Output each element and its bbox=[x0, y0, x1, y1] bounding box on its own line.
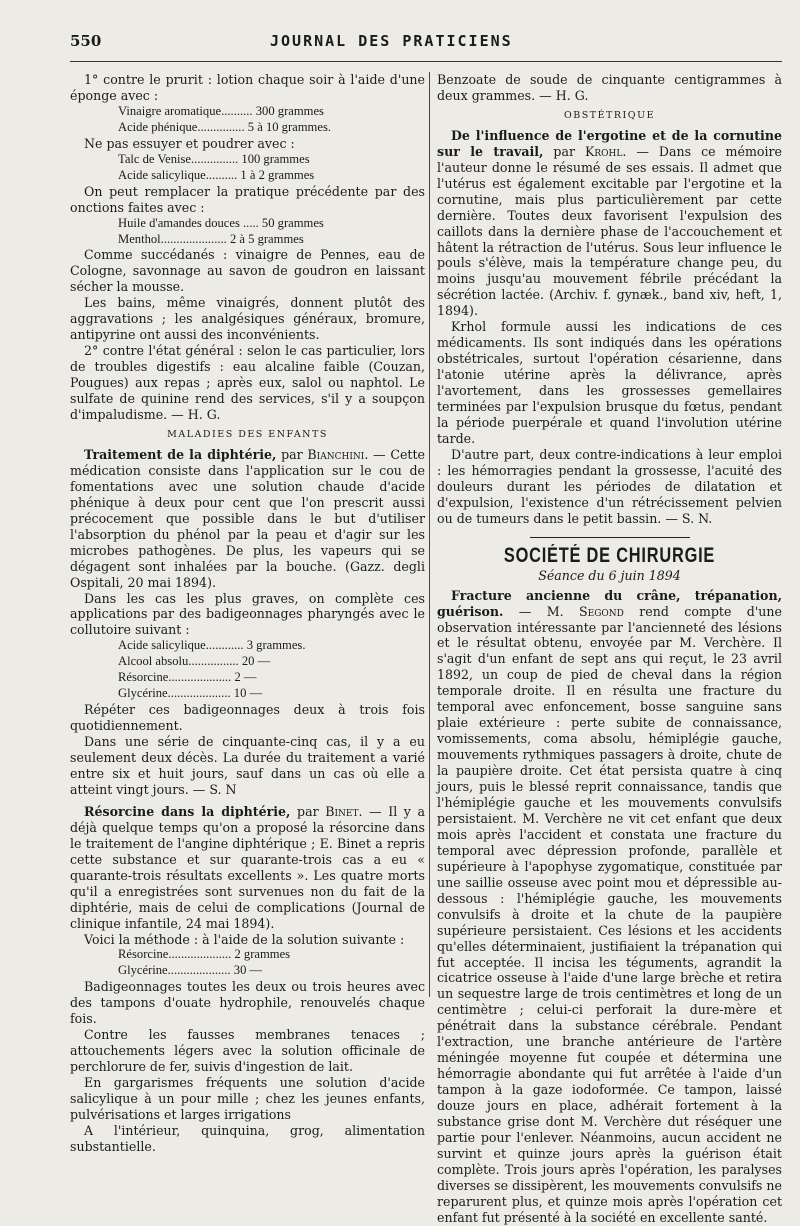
journal-title: JOURNAL DES PRATICIENS bbox=[270, 32, 513, 50]
paragraph: Les bains, même vinaigrés, donnent plutôt des aggravations ; les analgésiques généraux, bromure, antipyrine ont aussi des inconvénients. bbox=[70, 295, 425, 343]
paragraph: On peut remplacer la pratique précédente par des onctions faites avec : bbox=[70, 183, 425, 215]
paragraph: 2° contre l'état général : selon le cas particulier, lors de troubles digestifs : eau alcaline faible (Couzan, Pougues) aux repas ; après eux, salol ou naphtol. Le sulfate de quinine rend des services, s'il y a soupçon d'impaludisme. — H. G. bbox=[70, 343, 425, 423]
paragraph: Répéter ces badigeonnages deux à trois fois quotidiennement. bbox=[70, 702, 425, 734]
paragraph: Badigeonnages toutes les deux ou trois heures avec des tampons d'ouate hydrophile, renouvelés chaque fois. bbox=[70, 979, 425, 1027]
page-number: 550 bbox=[70, 32, 102, 50]
paragraph: Voici la méthode : à l'aide de la solution suivante : bbox=[84, 931, 405, 947]
header-rule bbox=[70, 61, 782, 62]
recipe-line: Vinaigre aromatique.......... 300 grammes bbox=[118, 103, 324, 118]
article-author: Krohl bbox=[584, 143, 623, 159]
article-by: par bbox=[290, 803, 326, 819]
recipe-line: Glycérine.................... 10 — bbox=[118, 686, 263, 701]
paragraph: 1° contre le prurit : lotion chaque soir à l'aide d'une éponge avec : bbox=[70, 72, 425, 103]
article-title: Traitement de la diphtérie, bbox=[84, 446, 277, 462]
section-separator bbox=[530, 537, 690, 538]
paragraph: En gargarismes fréquents une solution d'acide salicylique à un pour mille ; chez les jeunes enfants, pulvérisations et larges irrigations bbox=[70, 1075, 425, 1122]
paragraph: A l'intérieur, quinquina, grog, alimentation substantielle. bbox=[70, 1122, 425, 1154]
article-author: Segond bbox=[579, 603, 624, 619]
section-heading: OBSTÉTRIQUE bbox=[563, 109, 656, 121]
recipe-line: Résorcine.................... 2 — bbox=[118, 670, 257, 685]
recipe-line: Menthol..................... 2 à 5 grammes bbox=[118, 231, 304, 246]
paragraph: D'autre part, deux contre-indications à leur emploi : les hémorragies pendant la grossesse, l'acuité des douleurs durant les périodes de dilatation et d'expulsion, l'existence d'un rétrécissement pelvien ou de tumeurs dans le petit bassin. — S. N. bbox=[437, 446, 782, 526]
recipe-line: Glycérine.................... 30 — bbox=[118, 963, 263, 978]
recipe-line: Résorcine.................... 2 grammes bbox=[118, 947, 291, 962]
left-column bbox=[70, 72, 425, 1155]
section-heading: MALADIES DES ENFANTS bbox=[167, 428, 328, 440]
recipe-line: Acide phénique............... 5 à 10 grammes. bbox=[118, 119, 331, 134]
article-by: par bbox=[276, 446, 308, 462]
article-title: Résorcine dans la diphtérie, bbox=[84, 803, 291, 819]
recipe-line: Acide salicylique.......... 1 à 2 grammes bbox=[118, 167, 315, 182]
article bbox=[437, 128, 782, 319]
article-title: Fracture ancienne du crâne, trépanation, guérison. bbox=[437, 587, 782, 619]
recipe-line: Talc de Venise............... 100 grammes bbox=[118, 151, 310, 166]
article-author: Binet bbox=[325, 803, 359, 819]
paragraph: Contre les fausses membranes tenaces ; attouchements légers avec la solution officinale de perchlorure de fer, suivis d'ingestion de lait. bbox=[70, 1027, 425, 1075]
article-title: De l'influence de l'ergotine et de la cornutine sur le travail, bbox=[437, 127, 782, 159]
paragraph: Ne pas essuyer et poudrer avec : bbox=[84, 135, 295, 151]
page-header bbox=[0, 26, 800, 56]
article bbox=[437, 588, 782, 1226]
article-text: . — Dans ce mémoire l'auteur donne le résumé de ses essais. Il admet que l'utérus est également excitable par l'ergotine et la cornutine, mais plus particulièrement par cette dernière. Toutes deux favorisent l'expulsion des caillots dans la dernière phase de l'accouchement et hâtent la rétraction de l'utérus. Sous leur influence le pouls s'élève, mais la température change peu, du moins jusqu'au mouvement fébrile précédant la sécrétion lactée. (Archiv. f. gynæk., band xiv, heft, 1, 1894). bbox=[437, 143, 782, 319]
society-heading: SOCIÉTÉ DE CHIRURGIE bbox=[503, 543, 716, 567]
article-text: . — Cette médication consiste dans l'application sur le cou de fomentations avec une solution chaude d'acide phénique à deux pour cent que l'on prescrit aussi précocement que possible dans le but d'utiliser l'absorption du phénol par la peau et d'agir sur les microbes pathogènes. De plus, les vapeurs qui se dégagent sont inhalées par la bouche. (Gazz. degli Ospitali, 20 mai 1894). bbox=[70, 446, 425, 590]
recipe-line: Acide salicylique............ 3 grammes. bbox=[118, 638, 306, 653]
session-date: Séance du 6 juin 1894 bbox=[538, 567, 681, 583]
article-text: rend compte d'une observation intéressante par l'ancienneté des lésions et le résultat obtenu, envoyée par M. Verchère. Il s'agit d'un enfant de sept ans qui reçut, le 23 avril 1892, un coup de pied de cheval dans la région temporale droite. Il en résulta une fracture du temporal avec enfoncement, bosse sanguine sans plaie extérieure : perte subite de connaissance, vomissements, coma absolu, hémiplégie gauche, mouvements rythmiques passagers à droite, chute de la paupière droite. Cet état persista quatre à cinq jours, puis le blessé reprit connaissance, tandis que l'hémiplégie gauche et les mouvements convulsifs persistaient. M. Verchère ne vit cet enfant que deux mois après l'accident et constata une fracture du temporal avec dépression profonde, parallèle et supérieure à l'apophyse zygomatique, constituée par une saillie osseuse avec point mou et dépressible au-dessous : l'hémiplégie gauche, les mouvements convulsifs à droite et la chute de la paupière supérieure persistaient. Ces lésions et les accidents qu'elles déterminaient, justifiaient la trépanation qui fut acceptée. Il incisa les téguments, agrandit la cicatrice osseuse à l'aide d'une large brèche et retira un sequestre large de trois centimètres et long de un centimètre ; celui-ci perforait la dure-mère et pénétrait dans la substance cérébrale. Pendant l'extraction, une branche antérieure de l'artère méningée moyenne fut coupée et détermina une hémorragie abondante qui fut arrêtée à l'aide d'un tampon à la gaze iodoformée. Ce tampon, laissé douze jours en place, adhérait fortement à la substance grise dont M. Verchère dut réséquer une partie pour l'enlever. Néanmoins, aucun accident ne survint et quinze jours après la guérison était complète. Trois jours après l'opération, les paralyses diverses se dissipèrent, les mouvements convulsifs ne reparurent plus, et quinze mois après l'opération cet enfant fut présenté à la société en excellente santé. bbox=[437, 603, 782, 1225]
article bbox=[70, 804, 425, 932]
right-column bbox=[437, 72, 782, 1226]
article-text: . — Il y a déjà quelque temps qu'on a proposé la résorcine dans le traitement de l'angine diphtérique ; E. Binet a repris cette substance et sur quarante-trois cas a eu « quarante-trois résultats excellents ». Les quatre morts qu'il a enregistrées sont survenues non du fait de la diphtérie, mais de celui de complications (Journal de clinique infantile, 24 mai 1894). bbox=[70, 803, 425, 931]
article bbox=[70, 447, 425, 591]
paragraph: Krhol formule aussi les indications de ces médicaments. Ils sont indiqués dans les opérations obstétricales, surtout l'opération césarienne, dans l'atonie utérine après la délivrance, après l'avortement, dans les grossesses gemellaires terminées par l'expulsion brusque du fœtus, pendant la période puerpérale et quand l'involution utérine tarde. bbox=[437, 319, 782, 446]
paragraph: Dans une série de cinquante-cinq cas, il y a eu seulement deux décès. La durée du traitement a varié entre six et huit jours, sauf dans un cas où elle a atteint vingt jours. — S. N bbox=[70, 734, 425, 797]
article-author: Bianchini bbox=[307, 446, 365, 462]
paragraph: Benzoate de soude de cinquante centigrammes à deux grammes. — H. G. bbox=[437, 72, 782, 103]
paragraph: Comme succédanés : vinaigre de Pennes, eau de Cologne, savonnage au savon de goudron en laissant sécher la mousse. bbox=[70, 247, 425, 295]
recipe-line: Huile d'amandes douces ..... 50 grammes bbox=[118, 215, 324, 230]
recipe-line: Alcool absolu................ 20 — bbox=[118, 654, 271, 669]
article-by: — M. bbox=[503, 603, 580, 619]
article-by: par bbox=[543, 143, 585, 159]
column-divider bbox=[429, 72, 430, 997]
paragraph: Dans les cas les plus graves, on complète ces applications par des badigeonnages pharyngés avec le collutoire suivant : bbox=[70, 590, 425, 638]
